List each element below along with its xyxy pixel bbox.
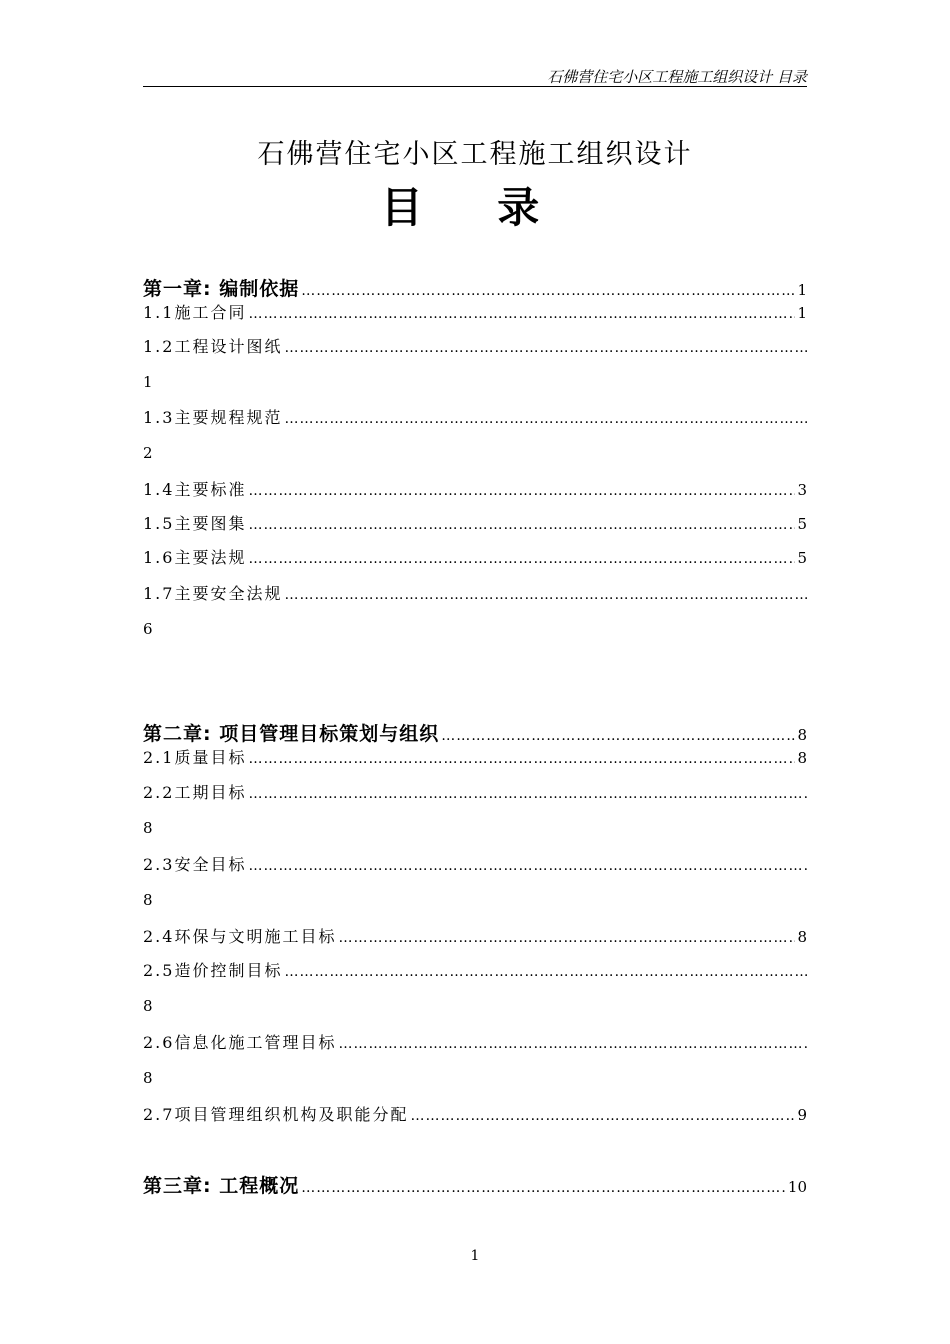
toc-entry-1-3[interactable] (143, 405, 807, 431)
toc-entry-page: 3 (797, 481, 807, 499)
toc-entry-chapter-3[interactable] (143, 1171, 807, 1197)
toc-leader-dots (248, 551, 795, 567)
toc-entry-label: 2.6信息化施工管理目标 (143, 1033, 337, 1052)
toc-entry-label: 2.7项目管理组织机构及职能分配 (143, 1105, 409, 1124)
toc-leader-dots (410, 1108, 795, 1124)
toc-leader-dots (248, 786, 807, 802)
toc-entry-chapter-1[interactable] (143, 274, 807, 300)
toc-leader-dots (248, 751, 795, 767)
footer-page-number: 1 (470, 1248, 480, 1264)
header-rule (143, 86, 807, 87)
toc-leader-dots (248, 483, 795, 499)
toc-entry-label: 1.2工程设计图纸 (143, 337, 283, 356)
toc-entry-label: 2.1质量目标 (143, 748, 247, 767)
toc-entry-page-wrapped: 1 (143, 373, 153, 391)
toc-entry-2-1[interactable] (143, 745, 807, 771)
toc-entry-page: 8 (797, 928, 807, 946)
toc-entry-page-wrapped: 8 (143, 997, 153, 1015)
toc-entry-label: 2.3安全目标 (143, 855, 247, 874)
toc-entry-1-7[interactable] (143, 581, 807, 607)
toc-entry-2-5[interactable] (143, 958, 807, 984)
toc-entry-1-4[interactable] (143, 477, 807, 503)
toc-entry-label: 1.3主要规程规范 (143, 408, 283, 427)
toc-entry-2-2[interactable] (143, 780, 807, 806)
toc-entry-label: 1.5主要图集 (143, 514, 247, 533)
toc-leader-dots (441, 728, 795, 744)
toc-entry-1-5[interactable] (143, 511, 807, 537)
toc-entry-2-3[interactable] (143, 852, 807, 878)
toc-leader-dots (248, 858, 807, 874)
toc-entry-page: 8 (797, 726, 807, 744)
toc-leader-dots (248, 517, 795, 533)
toc-entry-label: 1.4主要标准 (143, 480, 247, 499)
toc-entry-chapter-2[interactable] (143, 719, 807, 745)
toc-leader-dots (338, 930, 795, 946)
toc-leader-dots (284, 587, 807, 603)
toc-entry-page-wrapped: 8 (143, 819, 153, 837)
toc-entry-label: 第二章: 项目管理目标策划与组织 (143, 723, 440, 745)
toc-entry-label: 2.5造价控制目标 (143, 961, 283, 980)
toc-entry-page: 9 (797, 1106, 807, 1124)
toc-entry-2-6[interactable] (143, 1030, 807, 1056)
toc-leader-dots (284, 411, 807, 427)
toc-entry-page: 5 (797, 549, 807, 567)
toc-entry-page: 10 (787, 1178, 807, 1196)
toc-entry-label: 1.7主要安全法规 (143, 584, 283, 603)
toc-entry-page: 8 (797, 749, 807, 767)
document-title: 石佛营住宅小区工程施工组织设计 (257, 139, 693, 170)
running-header-title: 石佛营住宅小区工程施工组织设计 目录 (547, 68, 807, 86)
toc-heading: 目 录 (380, 183, 570, 232)
toc-entry-page: 1 (797, 281, 807, 299)
toc-leader-dots (284, 340, 807, 356)
toc-entry-label: 2.2工期目标 (143, 783, 247, 802)
toc-entry-2-7[interactable] (143, 1102, 807, 1128)
toc-entry-page-wrapped: 8 (143, 1069, 153, 1087)
toc-leader-dots (338, 1036, 807, 1052)
toc-entry-page-wrapped: 8 (143, 891, 153, 909)
toc-entry-1-6[interactable] (143, 545, 807, 571)
toc-entry-1-1[interactable] (143, 300, 807, 326)
toc-entry-label: 2.4环保与文明施工目标 (143, 927, 337, 946)
toc-entry-page: 5 (797, 515, 807, 533)
toc-entry-label: 第三章: 工程概况 (143, 1175, 300, 1197)
toc-entry-page-wrapped: 6 (143, 620, 153, 638)
toc-entry-page: 1 (797, 304, 807, 322)
toc-entry-label: 第一章: 编制依据 (143, 278, 300, 300)
toc-leader-dots (248, 306, 795, 322)
toc-entry-label: 1.6主要法规 (143, 548, 247, 567)
toc-entry-label: 1.1施工合同 (143, 303, 247, 322)
toc-entry-1-2[interactable] (143, 334, 807, 360)
toc-leader-dots (301, 283, 795, 299)
toc-entry-2-4[interactable] (143, 924, 807, 950)
toc-leader-dots (284, 964, 807, 980)
toc-leader-dots (301, 1180, 786, 1196)
toc-entry-page-wrapped: 2 (143, 444, 153, 462)
